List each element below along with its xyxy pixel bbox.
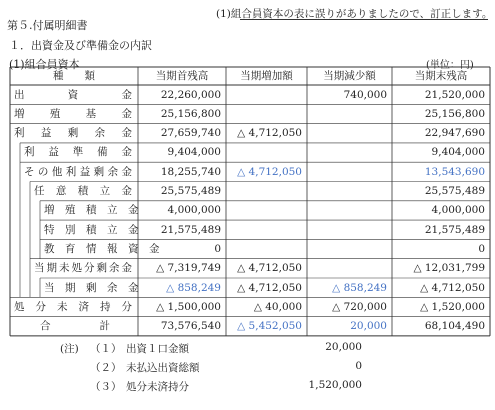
table-cell-increase: △ 4,712,050 (237, 127, 302, 140)
notes-prefix: (注) (60, 342, 79, 355)
table-cell-closing: 68,104,490 (424, 320, 485, 333)
column-header: 種 類 (53, 70, 95, 82)
note-number: （３） (90, 380, 122, 393)
table-cell-closing: 22,947,690 (424, 127, 485, 140)
table-cell-opening: 25,156,800 (160, 107, 221, 120)
note-label: 出資１口金額 (126, 342, 189, 355)
note-value: 0 (355, 359, 362, 372)
table-cell-decrease: 740,000 (343, 88, 387, 101)
table-cell-closing: 9,404,000 (431, 146, 485, 159)
table-cell-opening: △ 1,500,000 (156, 300, 221, 313)
row-label: 教 育 情 報 資 金 (44, 242, 160, 255)
column-header: 当期増加額 (240, 70, 293, 82)
note-number: （１） (90, 342, 122, 355)
table-cell-closing: △ 12,031,799 (413, 262, 485, 275)
table-cell-increase: △ 4,712,050 (237, 165, 302, 178)
column-header: 当期末残高 (414, 70, 468, 82)
note-label: 未払込出資総額 (126, 361, 200, 374)
row-label: 特 別 積 立 金 (44, 223, 139, 236)
table-cell-opening: △ 7,319,749 (156, 262, 221, 275)
table-cell-opening: 27,659,740 (160, 127, 221, 140)
table-title: (1)組合員資本 (9, 58, 80, 71)
row-label: 出 資 金 (14, 88, 132, 101)
row-label: 増 殖 基 金 (14, 107, 132, 120)
table-cell-closing: 25,575,489 (424, 185, 485, 197)
table-cell-closing: 4,000,000 (431, 204, 485, 217)
table-cell-opening: △ 858,249 (166, 281, 221, 294)
table-cell-increase: △ 4,712,050 (237, 262, 302, 275)
table-cell-opening: 18,255,740 (160, 165, 221, 178)
row-label: その他利益剰余金 (24, 165, 132, 178)
table-cell-decrease: 20,000 (350, 320, 387, 333)
table-cell-opening: 9,404,000 (167, 146, 221, 159)
row-label: 利 益 剰 余 金 (14, 127, 132, 140)
note-value: 20,000 (325, 340, 362, 353)
table-cell-decrease: △ 720,000 (332, 300, 387, 313)
section-title: 第５.付属明細書 (7, 19, 88, 32)
table-cell-opening: 25,575,489 (160, 185, 221, 197)
row-label: 増 殖 積 立 金 (44, 204, 139, 217)
table-cell-closing: △ 1,520,000 (420, 300, 485, 313)
table-cell-closing: 13,543,690 (424, 165, 485, 178)
row-label: 合 計 (40, 320, 110, 333)
table-cell-increase: △ 5,452,050 (237, 320, 302, 333)
table-cell-increase: △ 40,000 (253, 300, 302, 313)
row-label: 当 期 剰 余 金 (44, 281, 139, 294)
row-label: 処 分 未 済 持 分 (14, 300, 132, 313)
table-cell-closing: 21,575,489 (424, 223, 485, 236)
row-label: 利 益 準 備 金 (24, 146, 132, 159)
note-label: 処分未済持分 (126, 380, 189, 393)
table-cell-opening: 22,260,000 (160, 88, 221, 101)
table-cell-opening: 0 (214, 242, 221, 255)
table-cell-closing: 25,156,800 (424, 107, 485, 120)
note-value: 1,520,000 (308, 378, 362, 391)
column-header: 当期首残高 (155, 70, 209, 82)
row-label: 当期未処分剰余金 (34, 262, 132, 275)
subsection-title: １．出資金及び準備金の内訳 (9, 39, 152, 52)
table-cell-increase: △ 4,712,050 (237, 281, 302, 294)
table-cell-opening: 73,576,540 (160, 320, 221, 333)
correction-notice: (1)組合員資本の表に誤りがありましたので、訂正します。 (216, 8, 493, 20)
column-header: 当期減少額 (323, 70, 376, 82)
table-cell-opening: 4,000,000 (167, 204, 221, 217)
table-cell-closing: △ 4,712,050 (420, 281, 485, 294)
unit-label: (単位：円) (426, 60, 474, 71)
table-cell-closing: 21,520,000 (424, 88, 485, 101)
table-cell-decrease: △ 858,249 (332, 281, 387, 294)
table-cell-opening: 21,575,489 (160, 223, 221, 236)
table-cell-closing: 0 (478, 242, 485, 255)
note-number: （２） (90, 361, 122, 374)
row-label: 任 意 積 立 金 (34, 185, 132, 197)
